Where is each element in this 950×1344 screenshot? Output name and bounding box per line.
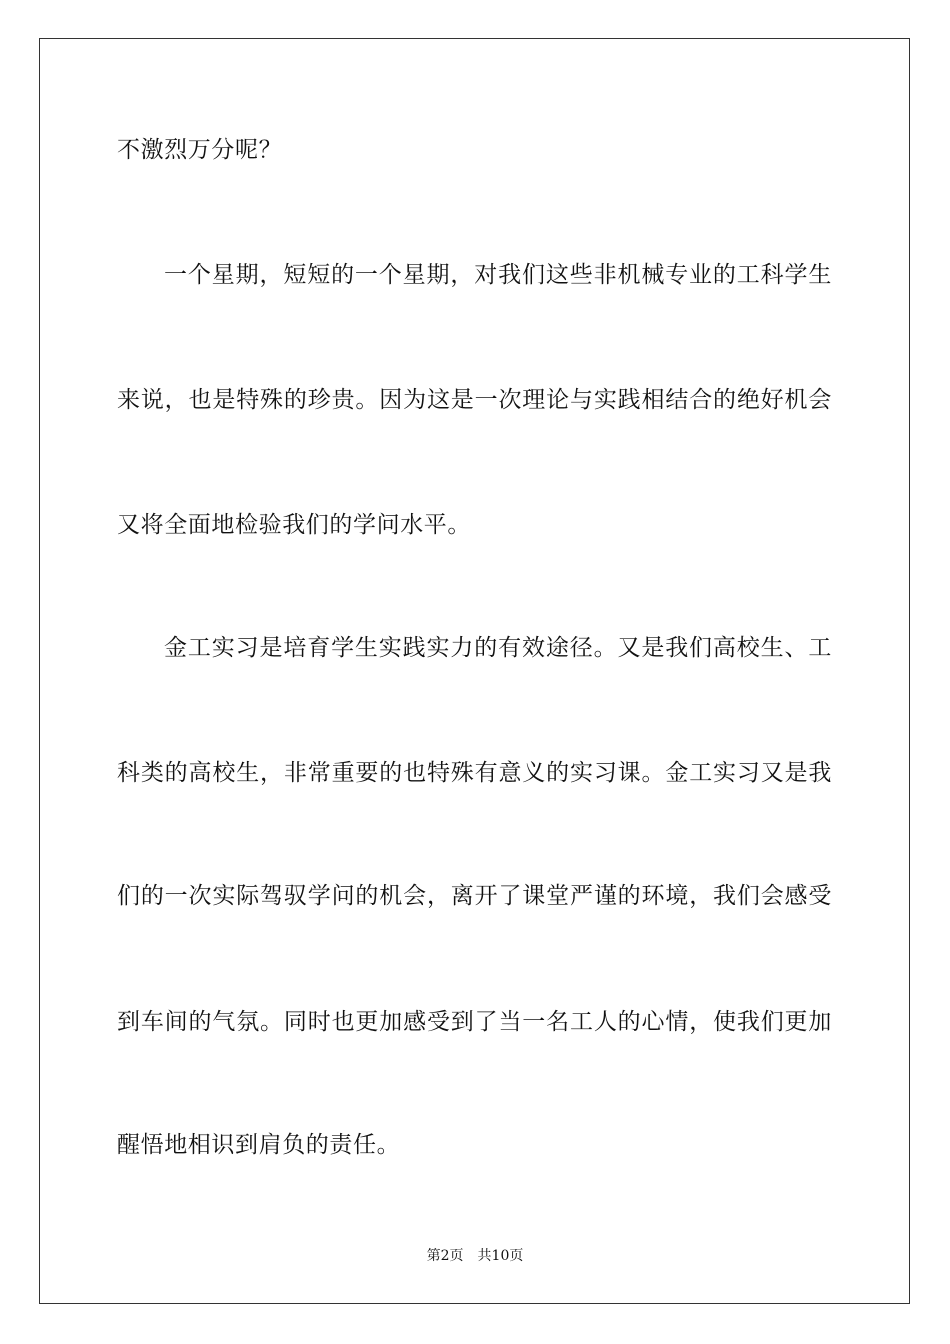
- text-line-4: 又将全面地检验我们的学问水平。: [117, 512, 471, 538]
- page-border: [39, 38, 910, 1304]
- text-line-5: 金工实习是培育学生实践实力的有效途径。又是我们高校生、工: [164, 635, 832, 661]
- text-line-7: 们的一次实际驾驭学问的机会，离开了课堂严谨的环境，我们会感受: [117, 883, 832, 909]
- text-line-3: 来说，也是特殊的珍贵。因为这是一次理论与实践相结合的绝好机会: [117, 387, 832, 413]
- page-footer: [0, 1247, 950, 1265]
- text-line-9: 醒悟地相识到肩负的责任。: [117, 1132, 401, 1158]
- text-line-1: 不激烈万分呢？: [117, 137, 283, 163]
- text-line-6: 科类的高校生，非常重要的也特殊有意义的实习课。金工实习又是我: [117, 760, 832, 786]
- text-line-2: 一个星期，短短的一个星期，对我们这些非机械专业的工科学生: [164, 262, 832, 288]
- page-total: 共10页: [477, 1248, 524, 1264]
- page-number: 第2页: [426, 1248, 464, 1264]
- text-line-8: 到车间的气氛。同时也更加感受到了当一名工人的心情，使我们更加: [117, 1009, 832, 1035]
